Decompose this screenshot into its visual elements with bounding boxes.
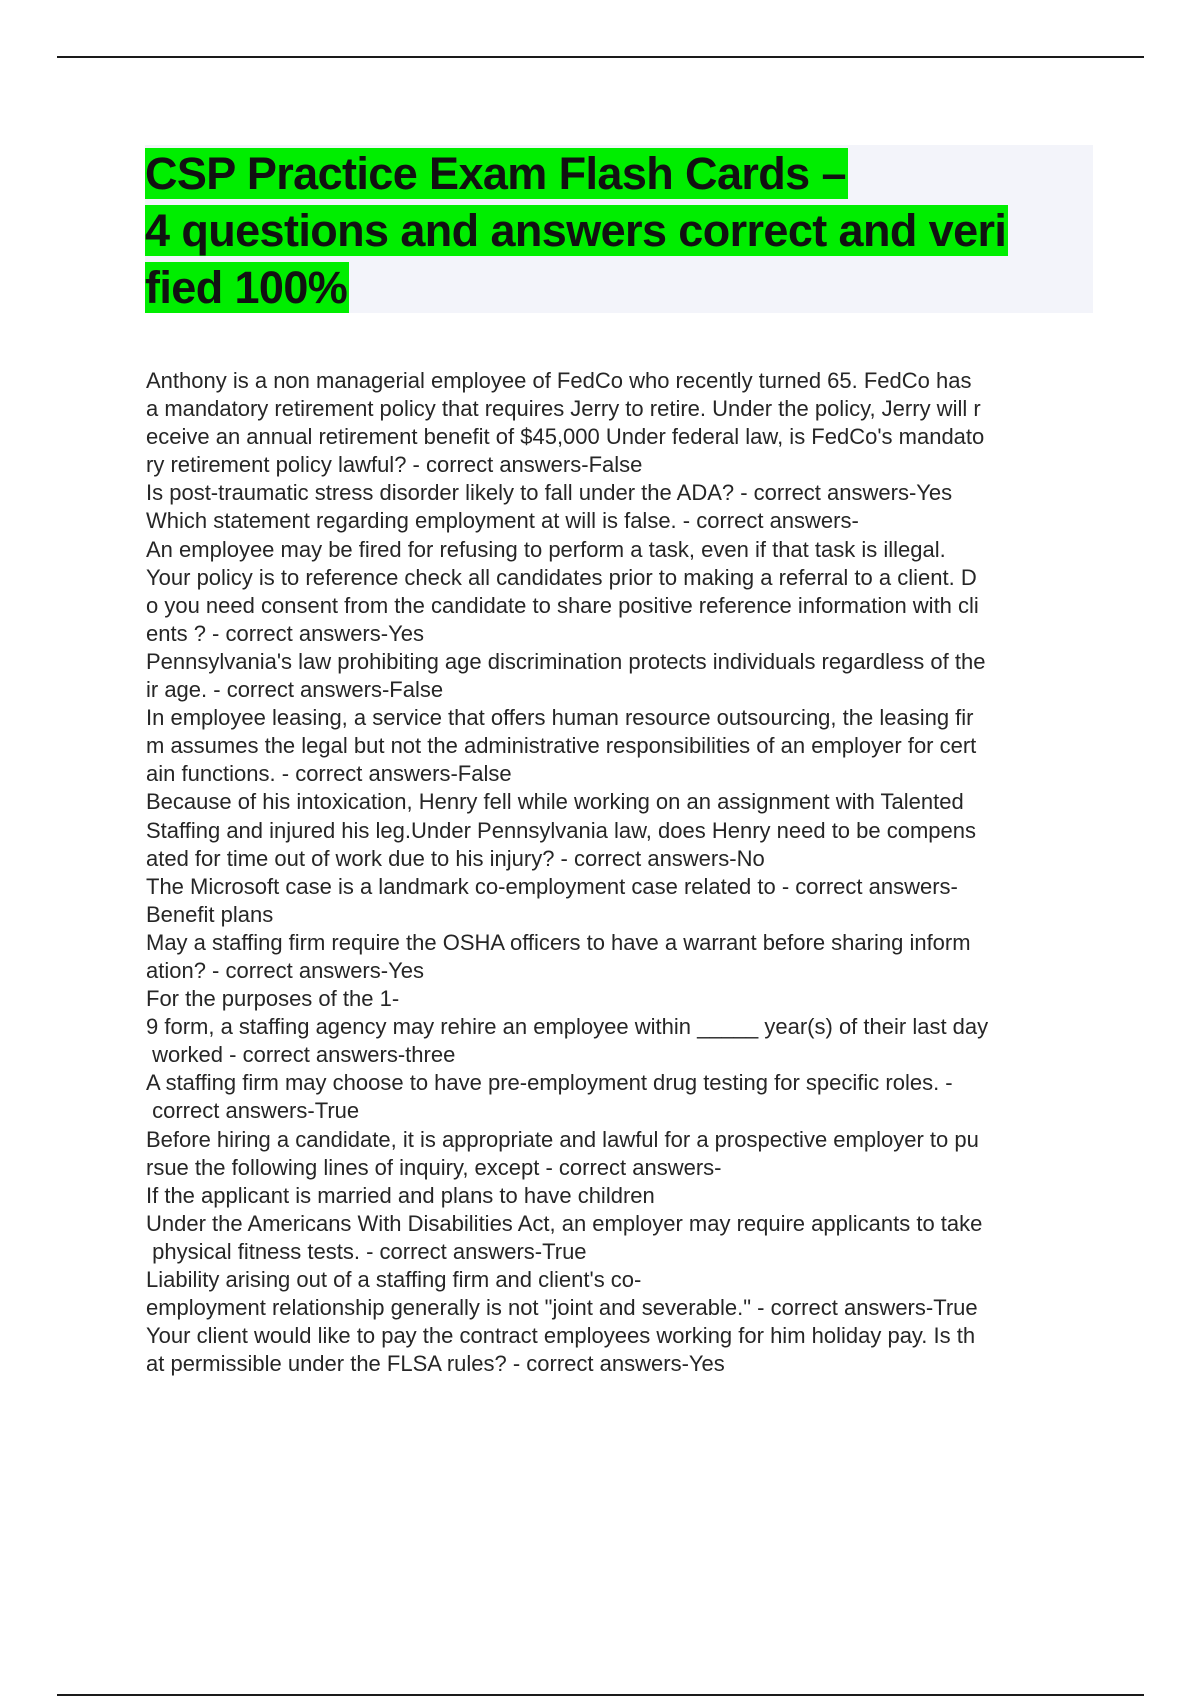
text-line: physical fitness tests. - correct answers-True xyxy=(146,1238,587,1264)
text-line: Is post-traumatic stress disorder likely to fall under the ADA? - correct answers-Yes xyxy=(146,480,953,506)
text-line: For the purposes of the 1- xyxy=(146,986,400,1012)
text-line: ry retirement policy lawful? - correct answers-False xyxy=(146,452,643,478)
title-line-2: 4 questions and answers correct and veri xyxy=(145,205,1007,256)
text-line: a mandatory retirement policy that requires Jerry to retire. Under the policy, Jerry will r xyxy=(146,396,981,422)
text-line: If the applicant is married and plans to have children xyxy=(146,1182,655,1208)
text-line: 9 form, a staffing agency may rehire an employee within _____ year(s) of their last day xyxy=(146,1014,989,1040)
text-line: ents ? - correct answers-Yes xyxy=(146,620,424,646)
top-rule xyxy=(57,56,1144,58)
flashcard-text xyxy=(146,367,1092,1378)
text-line: at permissible under the FLSA rules? - correct answers-Yes xyxy=(146,1351,725,1377)
text-line: ated for time out of work due to his injury? - correct answers-No xyxy=(146,845,765,871)
text-line: worked - correct answers-three xyxy=(146,1042,456,1068)
text-line: An employee may be fired for refusing to perform a task, even if that task is illegal. xyxy=(146,536,946,562)
text-line: Your client would like to pay the contract employees working for him holiday pay. Is th xyxy=(146,1323,976,1349)
text-line: Anthony is a non managerial employee of FedCo who recently turned 65. FedCo has xyxy=(146,368,972,393)
document-title xyxy=(145,145,1093,316)
title-line-1: CSP Practice Exam Flash Cards – xyxy=(145,148,846,199)
text-line: Benefit plans xyxy=(146,901,274,927)
text-line: In employee leasing, a service that offers human resource outsourcing, the leasing fir xyxy=(146,705,974,731)
title-line-3: fied 100% xyxy=(145,262,348,313)
title-block xyxy=(145,145,1093,313)
text-line: Staffing and injured his leg.Under Pennsylvania law, does Henry need to be compens xyxy=(146,817,977,843)
text-line: Liability arising out of a staffing firm and client's co- xyxy=(146,1267,642,1292)
text-line: Because of his intoxication, Henry fell while working on an assignment with Talented xyxy=(146,789,964,815)
text-line: ain functions. - correct answers-False xyxy=(146,761,512,787)
text-line: employment relationship generally is not "joint and severable." - correct answers-True xyxy=(146,1295,978,1321)
text-line: o you need consent from the candidate to share positive reference information with cli xyxy=(146,592,979,618)
text-line: The Microsoft case is a landmark co-employment case related to - correct answers- xyxy=(146,873,958,899)
text-line: A staffing firm may choose to have pre-employment drug testing for specific roles. - xyxy=(146,1070,953,1096)
text-line: rsue the following lines of inquiry, except - correct answers- xyxy=(146,1154,722,1180)
text-line: Your policy is to reference check all candidates prior to making a referral to a client. D xyxy=(146,564,977,590)
text-line: eceive an annual retirement benefit of $45,000 Under federal law, is FedCo's mandato xyxy=(146,424,985,450)
text-line: Under the Americans With Disabilities Act, an employer may require applicants to take xyxy=(146,1210,983,1236)
text-line: Before hiring a candidate, it is appropriate and lawful for a prospective employer to pu xyxy=(146,1126,979,1152)
text-line: ation? - correct answers-Yes xyxy=(146,957,424,983)
text-line: Pennsylvania's law prohibiting age discrimination protects individuals regardless of the xyxy=(146,648,986,674)
text-line: Which statement regarding employment at will is false. - correct answers- xyxy=(146,508,859,534)
text-line: ir age. - correct answers-False xyxy=(146,677,444,703)
bottom-rule xyxy=(57,1694,1144,1696)
text-line: correct answers-True xyxy=(146,1098,360,1124)
text-line: m assumes the legal but not the administrative responsibilities of an employer for cert xyxy=(146,733,977,759)
text-line: May a staffing firm require the OSHA officers to have a warrant before sharing inform xyxy=(146,929,971,955)
